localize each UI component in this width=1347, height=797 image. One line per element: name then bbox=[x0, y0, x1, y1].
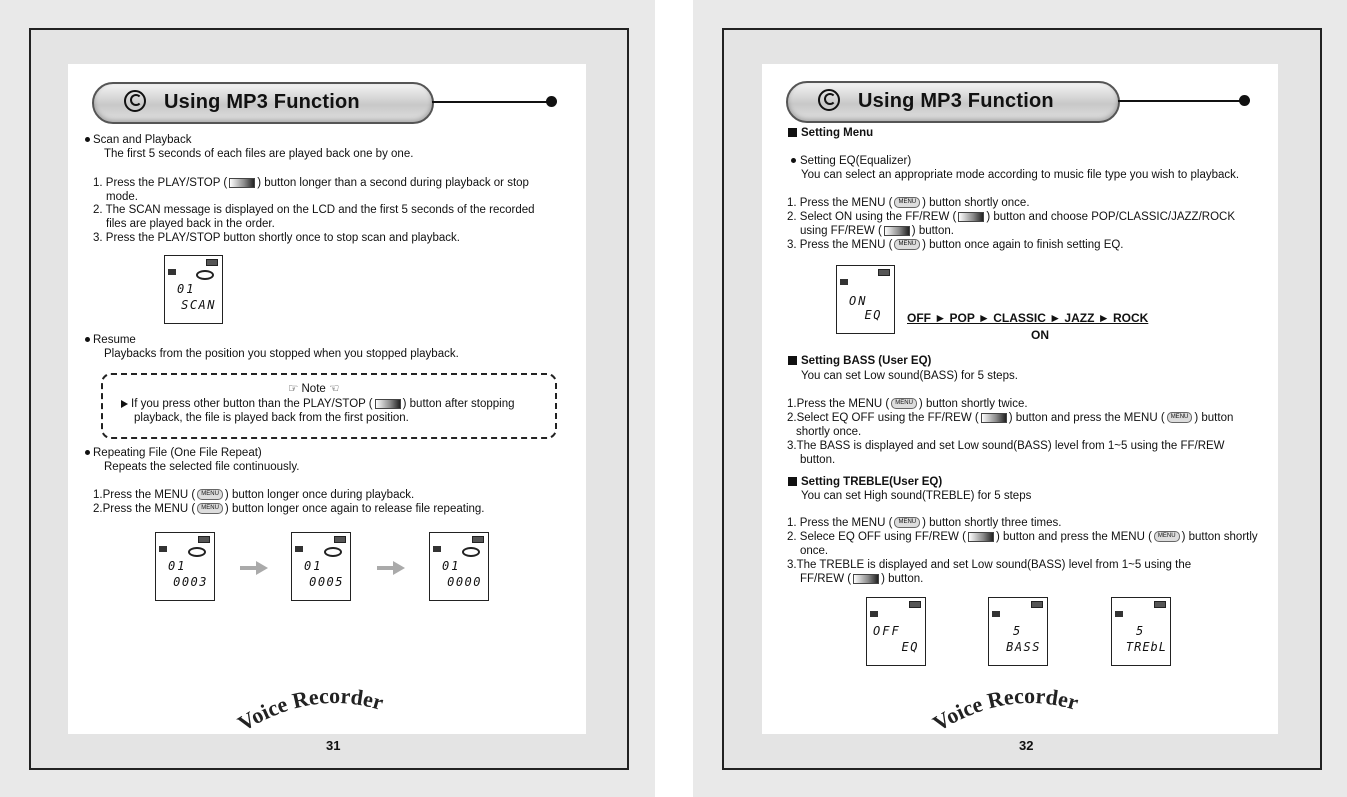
play-stop-button-icon bbox=[229, 178, 255, 188]
disc-icon bbox=[462, 547, 480, 557]
bass-step-3: 3.The BASS is displayed and set Low sound(BASS) level from 1~5 using the FF/REW bbox=[787, 440, 1225, 452]
resume-title: Resume bbox=[93, 334, 136, 346]
bass-step-3-cont: button. bbox=[800, 454, 836, 466]
footer-arc-text bbox=[230, 672, 440, 742]
lcd-line-2: TREbL bbox=[1125, 640, 1167, 654]
page-32 bbox=[693, 0, 1347, 797]
battery-icon bbox=[334, 536, 346, 543]
square-bullet-icon bbox=[788, 477, 797, 486]
arrow-right-icon bbox=[393, 561, 405, 575]
lcd-line-1: 01 bbox=[304, 559, 323, 573]
eq-sequence: OFF ► POP ► CLASSIC ► JAZZ ► ROCK bbox=[907, 311, 1149, 325]
battery-icon bbox=[472, 536, 484, 543]
page-31 bbox=[0, 0, 655, 797]
repeat-desc: Repeats the selected file continuously. bbox=[104, 461, 300, 473]
header-title: Using MP3 Function bbox=[858, 90, 1054, 112]
disc-icon bbox=[196, 270, 214, 280]
lcd-line-1: ON bbox=[849, 294, 868, 308]
square-bullet-icon bbox=[788, 128, 797, 137]
bass-desc: You can set Low sound(BASS) for 5 steps. bbox=[801, 370, 1018, 382]
treble-step-2-cont: once. bbox=[800, 545, 829, 557]
bass-step-2-cont: shortly once. bbox=[796, 426, 862, 438]
lcd-line-1: 5 bbox=[1136, 624, 1146, 638]
menu-button-icon: MENU bbox=[197, 489, 223, 500]
lcd-display bbox=[836, 265, 895, 334]
scan-step-1-cont: mode. bbox=[106, 191, 138, 203]
mode-icon bbox=[1115, 611, 1123, 617]
page-number: 32 bbox=[1019, 738, 1034, 753]
ff-rew-button-icon bbox=[981, 413, 1007, 423]
treble-step-1: 1. Press the MENU ( MENU ) button shortly three times. bbox=[787, 517, 1062, 529]
lcd-line-2: EQ bbox=[901, 640, 919, 654]
triangle-icon bbox=[121, 400, 128, 408]
section-header bbox=[92, 82, 434, 124]
lcd-display bbox=[866, 597, 926, 666]
eq-title: Setting EQ(Equalizer) bbox=[800, 155, 912, 167]
battery-icon bbox=[1154, 601, 1166, 608]
lcd-line-1: 01 bbox=[442, 559, 461, 573]
scan-desc: The first 5 seconds of each files are played back one by one. bbox=[104, 148, 414, 160]
treble-desc: You can set High sound(TREBLE) for 5 steps bbox=[801, 490, 1032, 502]
footer-text: Voice Recorder bbox=[233, 682, 387, 736]
mode-icon bbox=[840, 279, 848, 285]
bass-step-2: 2.Select EQ OFF using the FF/REW ( ) button and press the MENU ( MENU ) button bbox=[787, 412, 1234, 424]
svg-text:Voice Recorder bbox=[928, 683, 1081, 736]
scan-step-1: 1. Press the PLAY/STOP ( ) button longer than a second during playback or stop bbox=[93, 177, 529, 189]
menu-button-icon: MENU bbox=[894, 197, 920, 208]
mode-icon bbox=[870, 611, 878, 617]
battery-icon bbox=[1031, 601, 1043, 608]
eq-on-label: ON bbox=[1031, 328, 1049, 342]
lcd-line-2: EQ bbox=[864, 308, 882, 322]
lcd-line-2: 0003 bbox=[173, 575, 208, 589]
lcd-display bbox=[155, 532, 215, 601]
arrow-right-icon bbox=[256, 561, 268, 575]
scan-step-2-cont: files are played back in the order. bbox=[106, 218, 275, 230]
treble-step-3-cont: FF/REW ( ) button. bbox=[800, 573, 924, 585]
repeat-title: Repeating File (One File Repeat) bbox=[93, 447, 262, 459]
lcd-line-1: 5 bbox=[1013, 624, 1023, 638]
mode-icon bbox=[168, 269, 176, 275]
ff-rew-button-icon bbox=[884, 226, 910, 236]
treble-step-2: 2. Selece EQ OFF using FF/REW ( ) button and press the MENU ( MENU ) button shortly bbox=[787, 531, 1258, 543]
mode-icon bbox=[433, 546, 441, 552]
lcd-line-1: OFF bbox=[873, 624, 901, 638]
play-stop-button-icon bbox=[375, 399, 401, 409]
mode-icon bbox=[992, 611, 1000, 617]
scan-title: Scan and Playback bbox=[93, 134, 192, 146]
treble-step-3: 3.The TREBLE is displayed and set Low sound(BASS) level from 1~5 using the bbox=[787, 559, 1192, 571]
footer-text: Voice Recorder bbox=[928, 682, 1082, 736]
section-setting-menu: Setting Menu bbox=[801, 127, 874, 139]
menu-button-icon: MENU bbox=[1154, 531, 1180, 542]
header-leader-dot bbox=[546, 96, 557, 107]
disc-icon bbox=[324, 547, 342, 557]
page-number: 31 bbox=[326, 738, 341, 753]
lcd-display bbox=[291, 532, 351, 601]
svg-text:Voice Recorder bbox=[233, 683, 386, 736]
lcd-line-2: 0005 bbox=[309, 575, 344, 589]
mp3-logo-icon bbox=[124, 90, 146, 112]
note-title: ☞ Note ☜ bbox=[288, 383, 340, 395]
eq-step-2: 2. Select ON using the FF/REW ( ) button and choose POP/CLASSIC/JAZZ/ROCK bbox=[787, 211, 1235, 223]
battery-icon bbox=[909, 601, 921, 608]
eq-step-3: 3. Press the MENU ( MENU ) button once again to finish setting EQ. bbox=[787, 239, 1124, 251]
square-bullet-icon bbox=[788, 356, 797, 365]
mode-icon bbox=[159, 546, 167, 552]
menu-button-icon: MENU bbox=[894, 517, 920, 528]
menu-button-icon: MENU bbox=[1167, 412, 1193, 423]
bullet-icon bbox=[85, 137, 90, 142]
footer-arc-text bbox=[925, 672, 1135, 742]
lcd-display bbox=[164, 255, 223, 324]
battery-icon bbox=[198, 536, 210, 543]
bullet-icon bbox=[85, 450, 90, 455]
ff-rew-button-icon bbox=[968, 532, 994, 542]
lcd-display bbox=[1111, 597, 1171, 666]
treble-title: Setting TREBLE(User EQ) bbox=[801, 476, 943, 488]
header-leader-line bbox=[432, 101, 550, 103]
section-header bbox=[786, 81, 1120, 123]
battery-icon bbox=[206, 259, 218, 266]
ff-rew-button-icon bbox=[853, 574, 879, 584]
page-gutter bbox=[655, 0, 693, 797]
note-line-1: If you press other button than the PLAY/STOP ( ) button after stopping bbox=[121, 397, 515, 411]
lcd-line-2: BASS bbox=[1006, 640, 1041, 654]
lcd-line-1: 01 bbox=[177, 282, 196, 296]
lcd-line-2: SCAN bbox=[181, 298, 216, 312]
header-leader-dot bbox=[1239, 95, 1250, 106]
header-leader-line bbox=[1118, 100, 1243, 102]
menu-button-icon: MENU bbox=[891, 398, 917, 409]
lcd-display bbox=[988, 597, 1048, 666]
mp3-logo-icon bbox=[818, 89, 840, 111]
scan-step-3: 3. Press the PLAY/STOP button shortly once to stop scan and playback. bbox=[93, 232, 460, 244]
header-title: Using MP3 Function bbox=[164, 91, 360, 113]
bass-step-1: 1.Press the MENU ( MENU ) button shortly twice. bbox=[787, 398, 1028, 410]
eq-step-1: 1. Press the MENU ( MENU ) button shortly once. bbox=[787, 197, 1030, 209]
resume-desc: Playbacks from the position you stopped when you stopped playback. bbox=[104, 348, 459, 360]
battery-icon bbox=[878, 269, 890, 276]
bullet-icon bbox=[791, 158, 796, 163]
eq-step-2-cont: using FF/REW ( ) button. bbox=[800, 225, 954, 237]
ff-rew-button-icon bbox=[958, 212, 984, 222]
lcd-display bbox=[429, 532, 489, 601]
repeat-step-1: 1.Press the MENU ( MENU ) button longer once during playback. bbox=[93, 489, 415, 501]
menu-button-icon: MENU bbox=[197, 503, 223, 514]
note-line-2: playback, the file is played back from the first position. bbox=[134, 412, 409, 424]
scan-step-2: 2. The SCAN message is displayed on the LCD and the first 5 seconds of the recorded bbox=[93, 204, 535, 216]
disc-icon bbox=[188, 547, 206, 557]
bullet-icon bbox=[85, 337, 90, 342]
menu-button-icon: MENU bbox=[894, 239, 920, 250]
mode-icon bbox=[295, 546, 303, 552]
repeat-step-2: 2.Press the MENU ( MENU ) button longer once again to release file repeating. bbox=[93, 503, 485, 515]
lcd-line-1: 01 bbox=[168, 559, 187, 573]
bass-title: Setting BASS (User EQ) bbox=[801, 355, 932, 367]
lcd-line-2: 0000 bbox=[447, 575, 482, 589]
eq-desc: You can select an appropriate mode according to music file type you wish to playback. bbox=[801, 169, 1240, 181]
